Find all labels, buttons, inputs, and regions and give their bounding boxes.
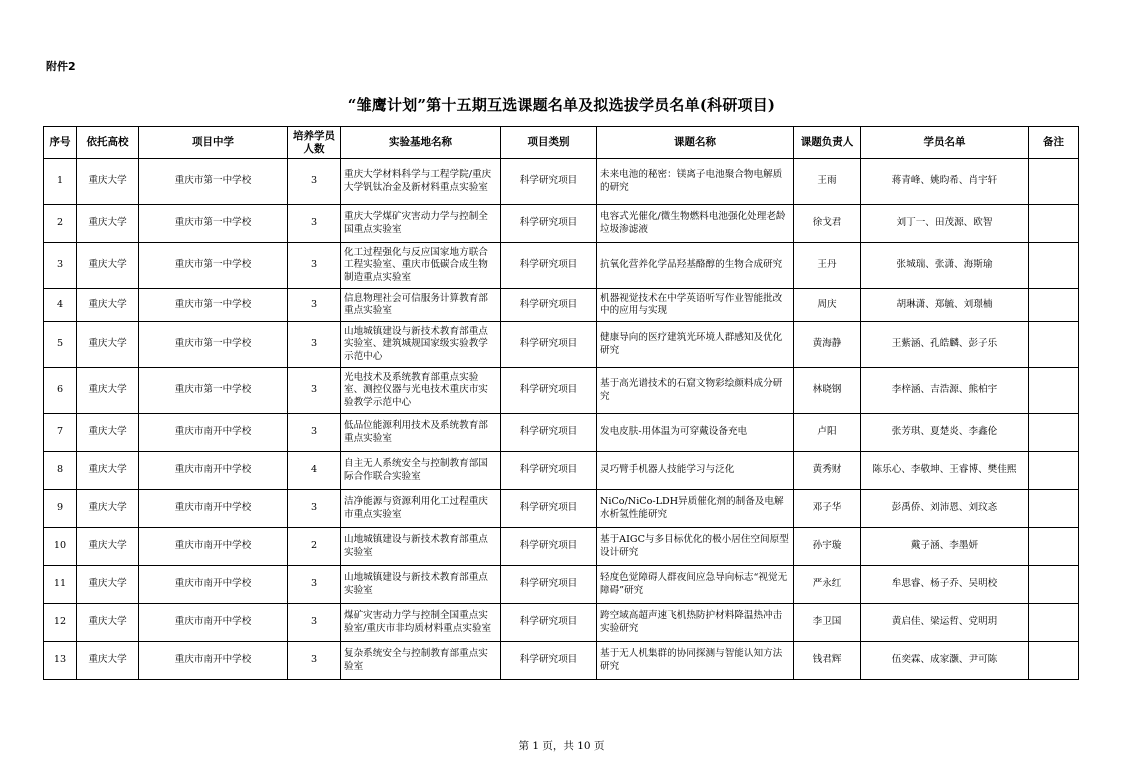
row-number: 4 [44, 289, 77, 322]
row-note [1029, 243, 1079, 289]
row-school: 重庆市第一中学校 [139, 243, 288, 289]
row-topic: 机器视觉技术在中学英语听写作业智能批改中的应用与实现 [597, 289, 794, 322]
row-count: 2 [288, 528, 341, 566]
row-students: 伍奕霖、成家灏、尹可陈 [861, 642, 1029, 680]
row-note [1029, 642, 1079, 680]
row-university: 重庆大学 [77, 528, 139, 566]
row-university: 重庆大学 [77, 205, 139, 243]
row-leader: 周庆 [794, 289, 861, 322]
header-leader: 课题负责人 [794, 127, 861, 159]
row-number: 13 [44, 642, 77, 680]
row-school: 重庆市第一中学校 [139, 159, 288, 205]
row-university: 重庆大学 [77, 452, 139, 490]
row-number: 3 [44, 243, 77, 289]
row-leader: 王雨 [794, 159, 861, 205]
row-university: 重庆大学 [77, 414, 139, 452]
row-university: 重庆大学 [77, 322, 139, 368]
row-students: 张城瑞、张潇、海斯瑜 [861, 243, 1029, 289]
table-row [44, 243, 1079, 289]
row-leader: 林晓钢 [794, 368, 861, 414]
row-university: 重庆大学 [77, 159, 139, 205]
row-leader: 黄秀财 [794, 452, 861, 490]
row-number: 10 [44, 528, 77, 566]
row-topic: 抗氧化营养化学品羟基酪醇的生物合成研究 [597, 243, 794, 289]
row-base: 重庆大学煤矿灾害动力学与控制全国重点实验室 [341, 205, 501, 243]
row-leader: 徐戈君 [794, 205, 861, 243]
row-topic: 发电皮肤-用体温为可穿戴设备充电 [597, 414, 794, 452]
row-university: 重庆大学 [77, 243, 139, 289]
table-row [44, 322, 1079, 368]
row-category: 科学研究项目 [501, 205, 597, 243]
table-row [44, 368, 1079, 414]
header-students: 学员名单 [861, 127, 1029, 159]
row-students: 胡琳潇、郑毓、刘璟楠 [861, 289, 1029, 322]
project-table [43, 126, 1079, 680]
row-students: 陈乐心、李敬坤、王睿博、樊佳熙 [861, 452, 1029, 490]
row-students: 黄启佳、梁运哲、党明玥 [861, 604, 1029, 642]
row-category: 科学研究项目 [501, 368, 597, 414]
row-base: 洁净能源与资源利用化工过程重庆市重点实验室 [341, 490, 501, 528]
row-note [1029, 289, 1079, 322]
row-count: 3 [288, 642, 341, 680]
table-row [44, 452, 1079, 490]
row-note [1029, 566, 1079, 604]
row-school: 重庆市南开中学校 [139, 566, 288, 604]
row-university: 重庆大学 [77, 604, 139, 642]
row-count: 3 [288, 243, 341, 289]
row-category: 科学研究项目 [501, 604, 597, 642]
row-base: 低品位能源利用技术及系统教育部重点实验室 [341, 414, 501, 452]
row-school: 重庆市南开中学校 [139, 528, 288, 566]
row-school: 重庆市南开中学校 [139, 452, 288, 490]
header-category: 项目类别 [501, 127, 597, 159]
row-count: 3 [288, 604, 341, 642]
row-students: 戴子涵、李墨妍 [861, 528, 1029, 566]
table-row [44, 528, 1079, 566]
row-number: 12 [44, 604, 77, 642]
row-school: 重庆市南开中学校 [139, 642, 288, 680]
row-school: 重庆市南开中学校 [139, 490, 288, 528]
header-university: 依托高校 [77, 127, 139, 159]
row-base: 信息物理社会可信服务计算教育部重点实验室 [341, 289, 501, 322]
row-number: 7 [44, 414, 77, 452]
row-leader: 王丹 [794, 243, 861, 289]
header-school: 项目中学 [139, 127, 288, 159]
row-category: 科学研究项目 [501, 289, 597, 322]
row-leader: 卢阳 [794, 414, 861, 452]
row-leader: 钱君辉 [794, 642, 861, 680]
row-count: 3 [288, 368, 341, 414]
row-note [1029, 322, 1079, 368]
attachment-label: 附件2 [46, 60, 76, 73]
page-title: “雏鹰计划”第十五期互选课题名单及拟选拔学员名单(科研项目) [347, 96, 776, 114]
row-number: 9 [44, 490, 77, 528]
row-count: 3 [288, 205, 341, 243]
row-count: 3 [288, 289, 341, 322]
row-school: 重庆市第一中学校 [139, 205, 288, 243]
row-category: 科学研究项目 [501, 490, 597, 528]
row-category: 科学研究项目 [501, 452, 597, 490]
row-number: 2 [44, 205, 77, 243]
row-university: 重庆大学 [77, 566, 139, 604]
row-base: 自主无人系统安全与控制教育部国际合作联合实验室 [341, 452, 501, 490]
row-number: 5 [44, 322, 77, 368]
row-base: 重庆大学材料科学与工程学院/重庆大学钒钛冶金及新材料重点实验室 [341, 159, 501, 205]
page-footer: 第 1 页，共 10 页 [518, 740, 605, 752]
row-base: 化工过程强化与反应国家地方联合工程实验室、重庆市低碳合成生物制造重点实验室 [341, 243, 501, 289]
row-count: 3 [288, 490, 341, 528]
row-base: 山地城镇建设与新技术教育部重点实验室、建筑城规国家级实验教学示范中心 [341, 322, 501, 368]
row-topic: 跨空域高超声速飞机热防护材料降温热冲击实验研究 [597, 604, 794, 642]
table-row [44, 414, 1079, 452]
row-university: 重庆大学 [77, 642, 139, 680]
table-row [44, 566, 1079, 604]
row-note [1029, 414, 1079, 452]
row-base: 光电技术及系统教育部重点实验室、测控仪器与光电技术重庆市实验教学示范中心 [341, 368, 501, 414]
row-base: 山地城镇建设与新技术教育部重点实验室 [341, 528, 501, 566]
row-count: 3 [288, 159, 341, 205]
row-count: 4 [288, 452, 341, 490]
row-school: 重庆市第一中学校 [139, 322, 288, 368]
table-row [44, 642, 1079, 680]
row-category: 科学研究项目 [501, 528, 597, 566]
row-topic: 轻度色觉障碍人群夜间应急导向标志“视觉无障碍”研究 [597, 566, 794, 604]
row-topic: 基于高光谱技术的石窟文物彩绘颜料成分研究 [597, 368, 794, 414]
row-topic: 未来电池的秘密：镁离子电池聚合物电解质的研究 [597, 159, 794, 205]
row-base: 煤矿灾害动力学与控制全国重点实验室/重庆市非均质材料重点实验室 [341, 604, 501, 642]
row-students: 王紫涵、孔皓麟、彭子乐 [861, 322, 1029, 368]
row-count: 3 [288, 414, 341, 452]
row-category: 科学研究项目 [501, 642, 597, 680]
row-topic: 健康导向的医疗建筑光环境人群感知及优化研究 [597, 322, 794, 368]
table-row [44, 604, 1079, 642]
row-base: 复杂系统安全与控制教育部重点实验室 [341, 642, 501, 680]
row-leader: 黄海静 [794, 322, 861, 368]
row-count: 3 [288, 322, 341, 368]
row-students: 张芳琪、夏楚炎、李鑫伦 [861, 414, 1029, 452]
row-topic: 基于AIGC与多目标优化的极小居住空间原型设计研究 [597, 528, 794, 566]
header-base: 实验基地名称 [341, 127, 501, 159]
header-count: 培养学员人数 [288, 127, 341, 159]
row-note [1029, 205, 1079, 243]
row-note [1029, 452, 1079, 490]
row-note [1029, 490, 1079, 528]
row-note [1029, 528, 1079, 566]
header-topic: 课题名称 [597, 127, 794, 159]
row-students: 刘丁一、田茂源、欧智 [861, 205, 1029, 243]
row-topic: 灵巧臂手机器人技能学习与泛化 [597, 452, 794, 490]
row-category: 科学研究项目 [501, 566, 597, 604]
row-university: 重庆大学 [77, 368, 139, 414]
row-category: 科学研究项目 [501, 414, 597, 452]
row-category: 科学研究项目 [501, 243, 597, 289]
row-school: 重庆市第一中学校 [139, 368, 288, 414]
row-note [1029, 604, 1079, 642]
row-students: 牟思睿、杨子乔、吴明校 [861, 566, 1029, 604]
row-university: 重庆大学 [77, 490, 139, 528]
row-students: 彭禹侨、刘沛恩、刘玟忞 [861, 490, 1029, 528]
row-number: 8 [44, 452, 77, 490]
row-note [1029, 159, 1079, 205]
table-row [44, 490, 1079, 528]
row-category: 科学研究项目 [501, 159, 597, 205]
row-school: 重庆市南开中学校 [139, 604, 288, 642]
table-header-row [44, 127, 1079, 159]
row-students: 李梓涵、吉浩源、熊柏宇 [861, 368, 1029, 414]
row-count: 3 [288, 566, 341, 604]
row-university: 重庆大学 [77, 289, 139, 322]
row-topic: NiCo/NiCo-LDH异质催化剂的制备及电解水析氢性能研究 [597, 490, 794, 528]
row-category: 科学研究项目 [501, 322, 597, 368]
header-note: 备注 [1029, 127, 1079, 159]
row-school: 重庆市南开中学校 [139, 414, 288, 452]
table-row [44, 205, 1079, 243]
row-note [1029, 368, 1079, 414]
row-leader: 孙宇璇 [794, 528, 861, 566]
row-topic: 基于无人机集群的协同探测与智能认知方法研究 [597, 642, 794, 680]
table-row [44, 289, 1079, 322]
row-number: 1 [44, 159, 77, 205]
row-base: 山地城镇建设与新技术教育部重点实验室 [341, 566, 501, 604]
row-leader: 严永红 [794, 566, 861, 604]
row-school: 重庆市第一中学校 [139, 289, 288, 322]
row-number: 6 [44, 368, 77, 414]
row-number: 11 [44, 566, 77, 604]
row-students: 蒋青峰、姚昀希、肖宇轩 [861, 159, 1029, 205]
row-leader: 邓子华 [794, 490, 861, 528]
table-row [44, 159, 1079, 205]
row-topic: 电容式光催化/微生物燃料电池强化处理老龄垃圾渗滤液 [597, 205, 794, 243]
header-no: 序号 [44, 127, 77, 159]
row-leader: 李卫国 [794, 604, 861, 642]
